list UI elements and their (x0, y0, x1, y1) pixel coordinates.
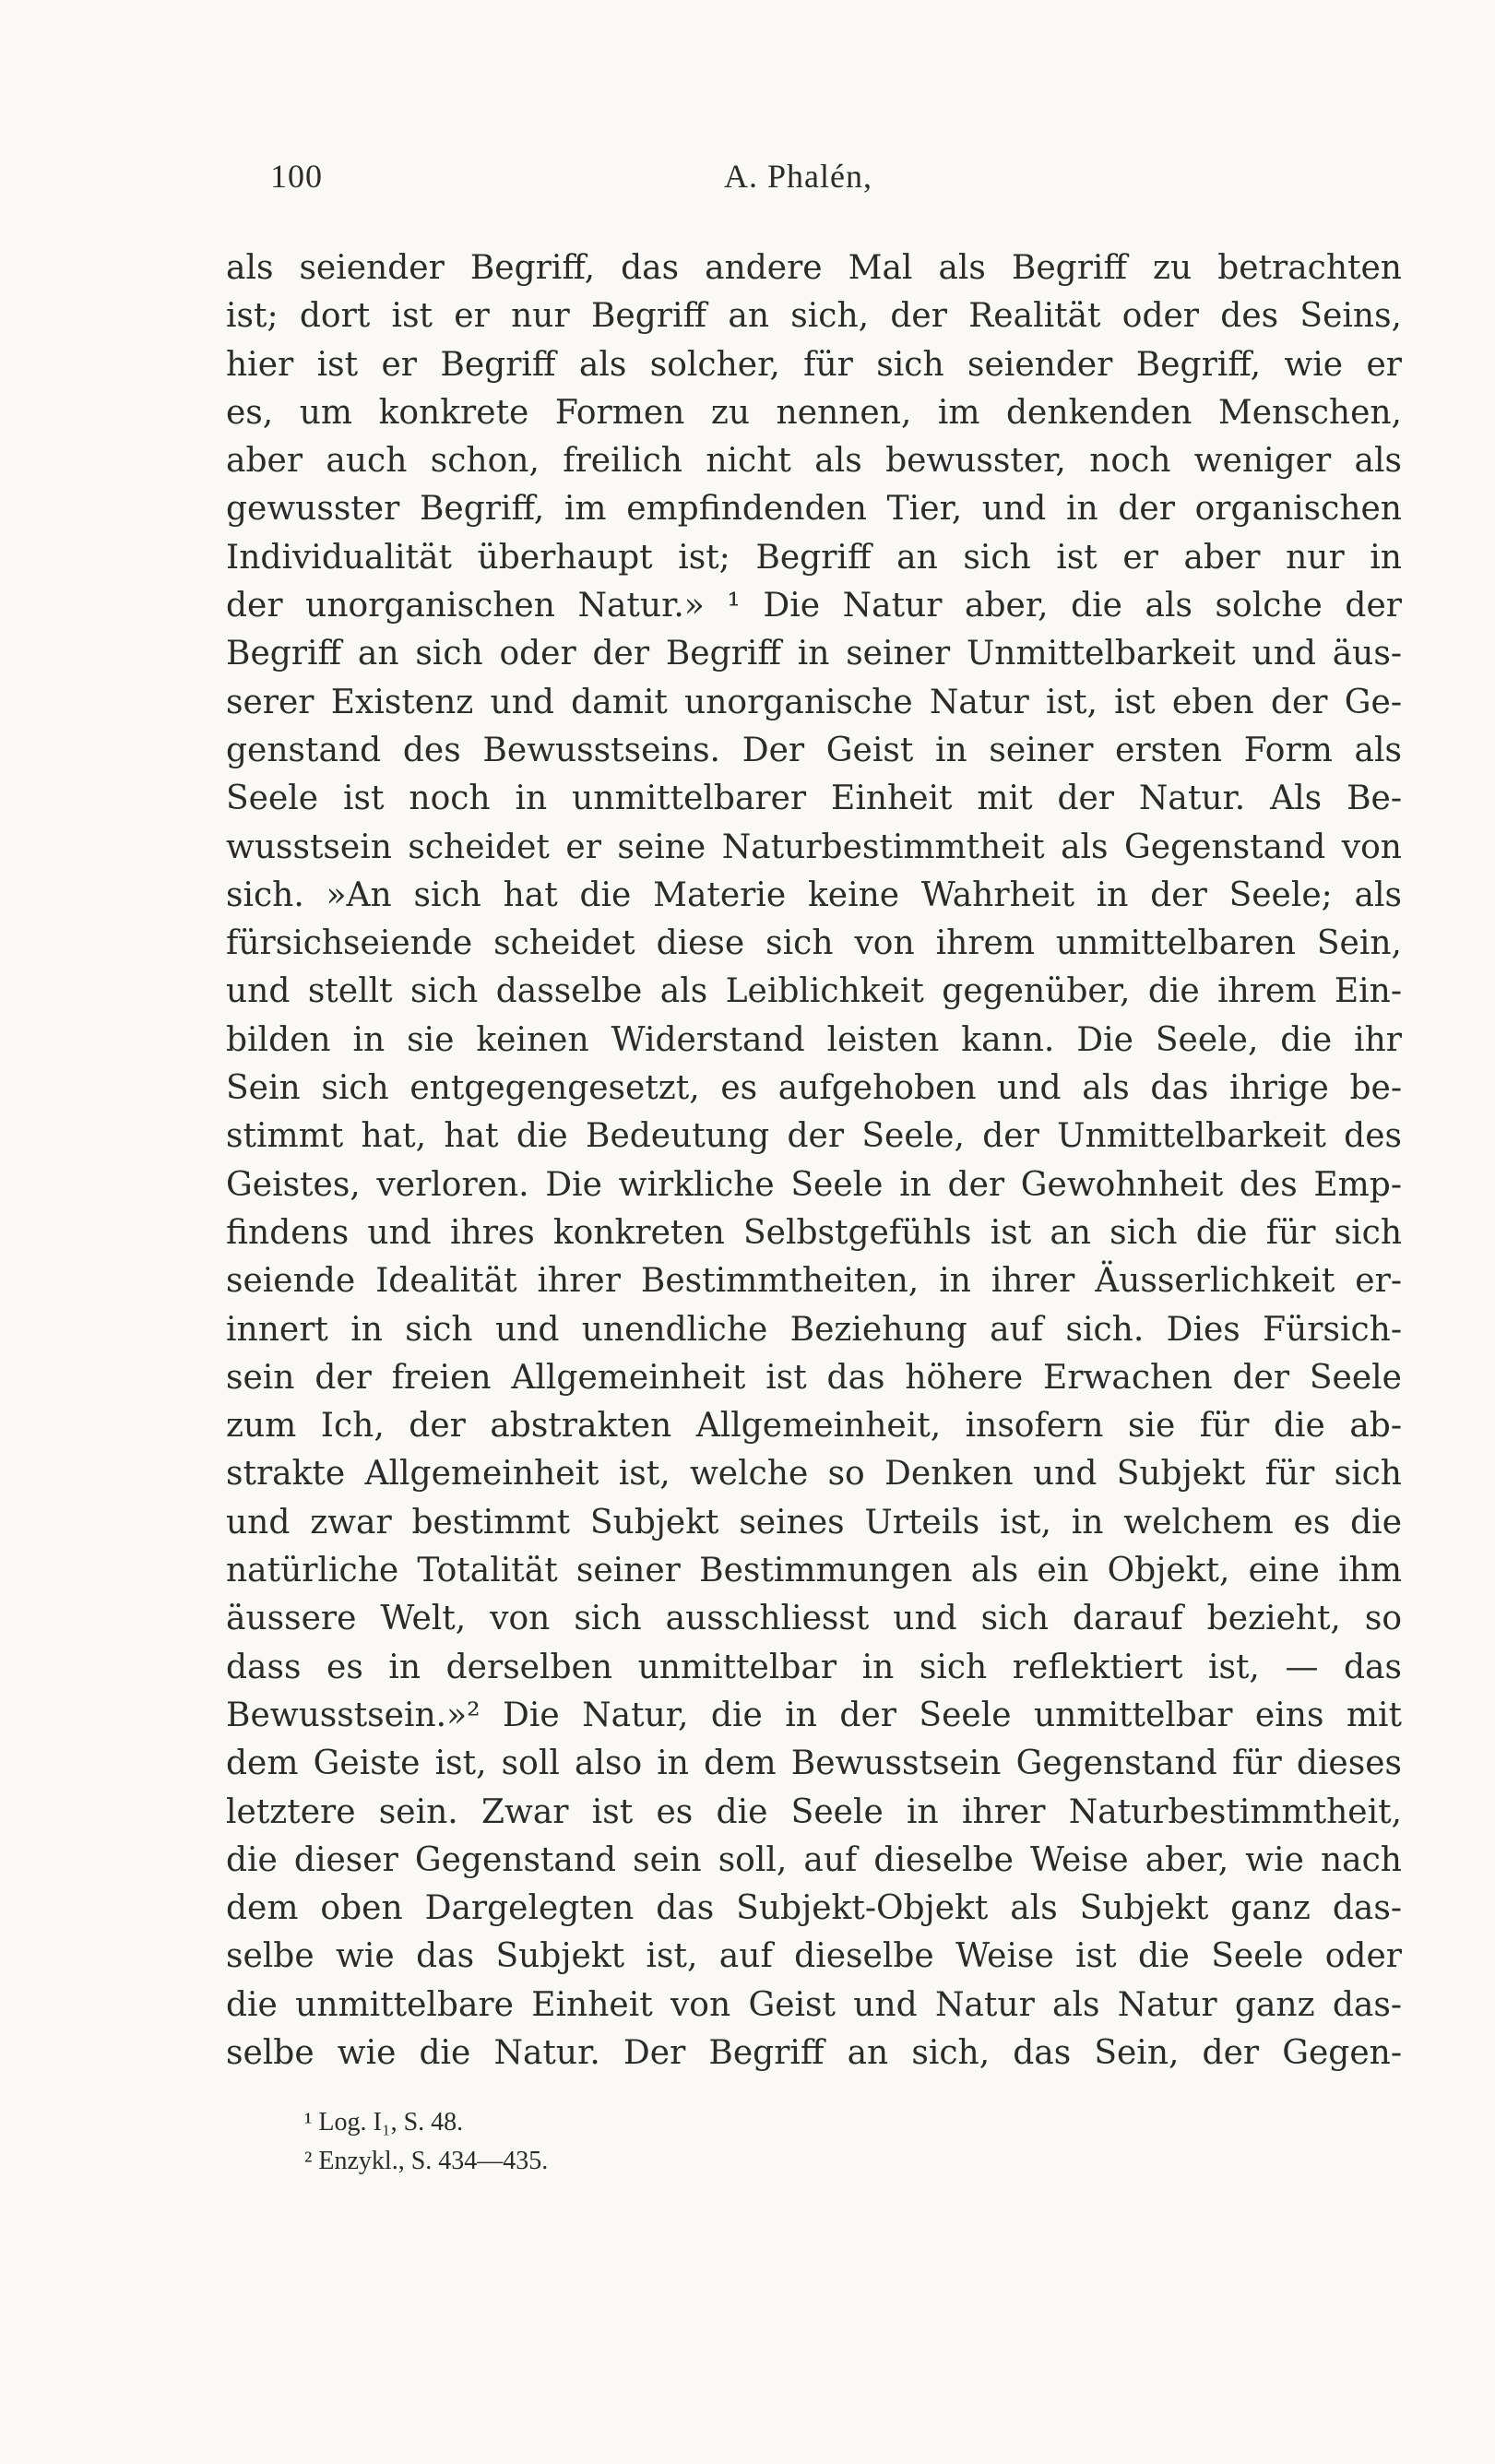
text-line: seiende Idealität ihrer Bestimmtheiten, in ihrer Äusserlichkeit er- (226, 1262, 1402, 1301)
text-line: hier ist er Begriff als solcher, für sich seiender Begriff, wie er (226, 345, 1402, 384)
text-line: stimmt hat, hat die Bedeutung der Seele, der Unmittelbarkeit des (226, 1117, 1402, 1156)
text-line: sich. »An sich hat die Materie keine Wahrheit in der Seele; als (226, 875, 1402, 914)
text-line: strakte Allgemeinheit ist, welche so Denken und Subjekt für sich (226, 1455, 1402, 1494)
text-line: dem oben Dargelegten das Subjekt-Objekt als Subjekt ganz das- (226, 1889, 1402, 1928)
text-line: Sein sich entgegengesetzt, es aufgehoben und als das ihrige be- (226, 1069, 1402, 1108)
text-line: Begriff an sich oder der Begriff in seiner Unmittelbarkeit und äus- (226, 635, 1402, 673)
text-line: und stellt sich dasselbe als Leiblichkeit gegenüber, die ihrem Ein- (226, 972, 1402, 1011)
text-line: natürliche Totalität seiner Bestimmungen als ein Objekt, eine ihm (226, 1552, 1402, 1590)
text-line: selbe wie die Natur. Der Begriff an sich, das Sein, der Gegen- (226, 2033, 1402, 2072)
running-head (226, 157, 1402, 212)
text-line: die unmittelbare Einheit von Geist und Natur als Natur ganz das- (226, 1985, 1402, 2024)
text-line: die dieser Gegenstand sein soll, auf dieselbe Weise aber, wie nach (226, 1840, 1402, 1879)
text-line: Geistes, verloren. Die wirkliche Seele in der Gewohnheit des Emp- (226, 1165, 1402, 1204)
text-line: serer Existenz und damit unorganische Natur ist, ist eben der Ge- (226, 683, 1402, 721)
text-line: und zwar bestimmt Subjekt seines Urteils ist, in welchem es die (226, 1503, 1402, 1541)
footnote: ¹ Log. I₁, S. 48. (304, 2108, 464, 2137)
text-line: zum Ich, der abstrakten Allgemeinheit, insofern sie für die ab- (226, 1407, 1402, 1446)
text-line: als seiender Begriff, das andere Mal als Begriff zu betrachten (226, 249, 1402, 287)
text-line: Individualität überhaupt ist; Begriff an sich ist er aber nur in (226, 538, 1402, 577)
text-line: wusstsein scheidet er seine Naturbestimmtheit als Gegenstand von (226, 827, 1402, 866)
text-line: ist; dort ist er nur Begriff an sich, der Realität oder des Seins, (226, 297, 1402, 336)
text-line: letztere sein. Zwar ist es die Seele in ihrer Naturbestimmtheit, (226, 1792, 1402, 1831)
text-line: dass es in derselben unmittelbar in sich reflektiert ist, — das (226, 1648, 1402, 1686)
text-line: äussere Welt, von sich ausschliesst und sich darauf bezieht, so (226, 1600, 1402, 1638)
text-line: aber auch schon, freilich nicht als bewusster, noch weniger als (226, 442, 1402, 481)
text-line: selbe wie das Subjekt ist, auf dieselbe Weise ist die Seele oder (226, 1937, 1402, 1976)
text-line: bilden in sie keinen Widerstand leisten kann. Die Seele, die ihr (226, 1020, 1402, 1059)
text-line: der unorganischen Natur.» ¹ Die Natur aber, die als solche der (226, 587, 1402, 625)
text-line: gewusster Begriff, im empfindenden Tier, und in der organischen (226, 490, 1402, 529)
footnotes (304, 2103, 858, 2181)
text-line: innert in sich und unendliche Beziehung auf sich. Dies Fürsich- (226, 1310, 1402, 1349)
text-line: Seele ist noch in unmittelbarer Einheit mit der Natur. Als Be- (226, 780, 1402, 818)
page-number: 100 (270, 158, 323, 195)
text-line: es, um konkrete Formen zu nennen, im denkenden Menschen, (226, 393, 1402, 432)
footnote: ² Enzykl., S. 434—435. (304, 2147, 549, 2175)
text-line: Bewusstsein.»² Die Natur, die in der Seele unmittelbar eins mit (226, 1696, 1402, 1734)
text-line: dem Geiste ist, soll also in dem Bewusstsein Gegenstand für dieses (226, 1744, 1402, 1783)
text-line: genstand des Bewusstseins. Der Geist in seiner ersten Form als (226, 731, 1402, 769)
body-text (226, 244, 1402, 2077)
text-line: findens und ihres konkreten Selbstgefühls ist an sich die für sich (226, 1213, 1402, 1252)
running-title: A. Phalén, (724, 158, 872, 195)
text-line: fürsichseiende scheidet diese sich von ihrem unmittelbaren Sein, (226, 924, 1402, 963)
text-line: sein der freien Allgemeinheit ist das höhere Erwachen der Seele (226, 1358, 1402, 1397)
